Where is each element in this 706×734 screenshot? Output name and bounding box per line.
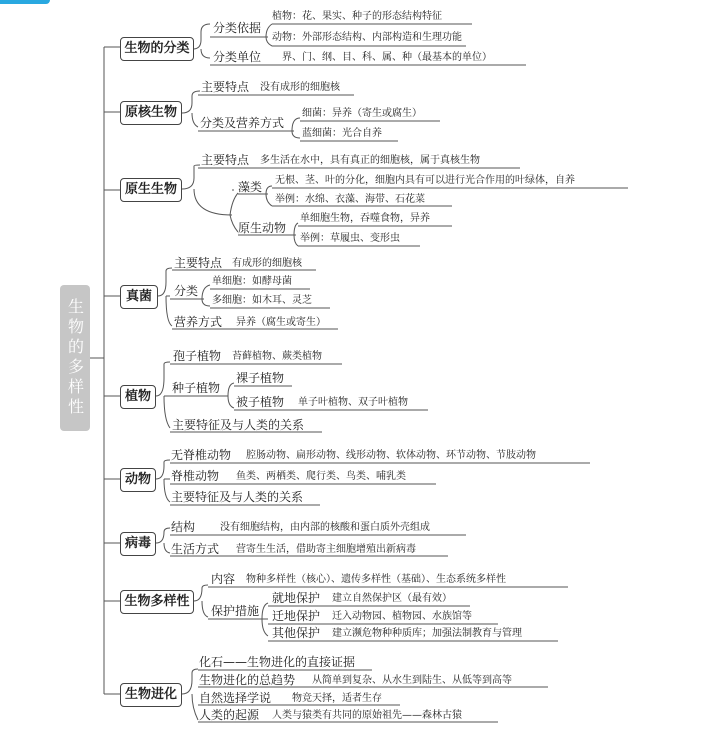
animals-vertebrate: 脊椎动物 — [171, 469, 220, 483]
plants-angiosperm: 被子植物 — [236, 395, 285, 409]
plants-spore-desc: 苔藓植物、蕨类植物 — [232, 351, 322, 362]
virus-life-desc: 营寄生生活，借助寄主细胞增殖出新病毒 — [236, 544, 416, 555]
protist-algae-example: 举例：水绵、衣藻、海带、石花菜 — [275, 194, 425, 205]
fungi-multicellular: 多细胞：如木耳、灵芝 — [212, 295, 312, 306]
virus-structure-desc: 没有细胞结构，由内部的核酸和蛋白质外壳组成 — [220, 522, 430, 533]
prokaryote-main-desc: 没有成形的细胞核 — [260, 82, 340, 93]
plants-seed: 种子植物 — [172, 381, 221, 395]
classification-animal: 动物：外部形态结构、内部构造和生理功能 — [272, 32, 462, 43]
protist-algae: 藻类 — [238, 180, 263, 194]
category-classification: 生物的分类 — [120, 37, 194, 61]
fungi-class: 分类 — [174, 284, 199, 298]
classification-basis: 分类依据 — [213, 21, 262, 35]
evolution-origin-desc: 人类与猿类有共同的原始祖先——森林古猿 — [272, 710, 462, 721]
prokaryote-class: 分类及营养方式 — [200, 116, 285, 130]
biodiversity-insitu: 就地保护 — [272, 591, 321, 605]
evolution-selection: 自然选择学说 — [199, 691, 272, 705]
virus-structure: 结构 — [171, 520, 196, 534]
fungi-main-desc: 有成形的细胞核 — [232, 258, 302, 269]
prokaryote-cyano: 蓝细菌：光合自养 — [302, 128, 382, 139]
plants-spore: 孢子植物 — [173, 349, 222, 363]
category-virus: 病毒 — [120, 532, 156, 556]
classification-unit-desc: 界、门、纲、目、科、属、种（最基本的单位） — [282, 52, 492, 63]
plants-relation: 主要特征及与人类的关系 — [172, 418, 305, 432]
protist-algae-desc: 无根、茎、叶的分化，细胞内具有可以进行光合作用的叶绿体，自养 — [275, 175, 575, 186]
category-fungi: 真菌 — [120, 285, 158, 309]
virus-life: 生活方式 — [171, 542, 220, 556]
protist-protozoa-example: 举例：草履虫、变形虫 — [300, 233, 400, 244]
category-plants: 植物 — [120, 385, 156, 409]
evolution-fossil: 化石——生物进化的直接证据 — [199, 655, 356, 669]
top-corner-accent — [0, 0, 50, 4]
evolution-trend-desc: 从简单到复杂、从水生到陆生、从低等到高等 — [312, 675, 512, 686]
fungi-nutrition-desc: 异养（腐生或寄生） — [236, 317, 326, 328]
category-biodiversity: 生物多样性 — [120, 590, 194, 614]
prokaryote-main: 主要特点 — [201, 80, 250, 94]
classification-plant: 植物：花、果实、种子的形态结构特征 — [272, 11, 442, 22]
biodiversity-insitu-desc: 建立自然保护区（最有效） — [332, 593, 452, 604]
protist-main-desc: 多生活在水中，具有真正的细胞核，属于真核生物 — [260, 155, 480, 166]
biodiversity-other-desc: 建立濒危物种种质库；加强法制教育与管理 — [332, 628, 522, 639]
protist-protozoa-desc: 单细胞生物，吞噬食物，异养 — [300, 213, 430, 224]
biodiversity-measures: 保护措施 — [211, 604, 260, 618]
protist-protozoa: 原生动物 — [238, 221, 287, 235]
animals-invertebrate: 无脊椎动物 — [171, 448, 232, 462]
category-evolution: 生物进化 — [120, 683, 182, 707]
fungi-unicellular: 单细胞：如酵母菌 — [212, 276, 292, 287]
biodiversity-exsitu: 迁地保护 — [272, 609, 321, 623]
biodiversity-other: 其他保护 — [272, 626, 321, 640]
plants-angiosperm-desc: 单子叶植物、双子叶植物 — [298, 397, 408, 408]
root-node — [60, 285, 90, 431]
biodiversity-content-desc: 物种多样性（核心）、遗传多样性（基础）、生态系统多样性 — [246, 574, 506, 585]
animals-vertebrate-desc: 鱼类、两栖类、爬行类、鸟类、哺乳类 — [236, 471, 406, 482]
evolution-trend: 生物进化的总趋势 — [199, 673, 296, 687]
classification-unit: 分类单位 — [213, 50, 262, 64]
fungi-main: 主要特点 — [174, 256, 223, 270]
category-animals: 动物 — [120, 468, 156, 492]
category-protist: 原生生物 — [120, 178, 182, 202]
fungi-nutrition: 营养方式 — [174, 315, 223, 329]
category-prokaryote: 原核生物 — [120, 101, 182, 125]
protist-main: 主要特点 — [201, 153, 250, 167]
biodiversity-exsitu-desc: 迁入动物园、植物园、水族馆等 — [332, 611, 472, 622]
prokaryote-bacteria: 细菌：异养（寄生或腐生） — [302, 108, 422, 119]
animals-invertebrate-desc: 腔肠动物、扁形动物、线形动物、软体动物、环节动物、节肢动物 — [246, 450, 536, 461]
root-title: 生物的多样性 — [65, 298, 85, 418]
plants-gymnosperm: 裸子植物 — [236, 371, 285, 385]
animals-relation: 主要特征及与人类的关系 — [171, 490, 304, 504]
evolution-origin: 人类的起源 — [199, 708, 260, 722]
evolution-selection-desc: 物竞天择，适者生存 — [292, 693, 382, 704]
biodiversity-content: 内容 — [211, 572, 236, 586]
